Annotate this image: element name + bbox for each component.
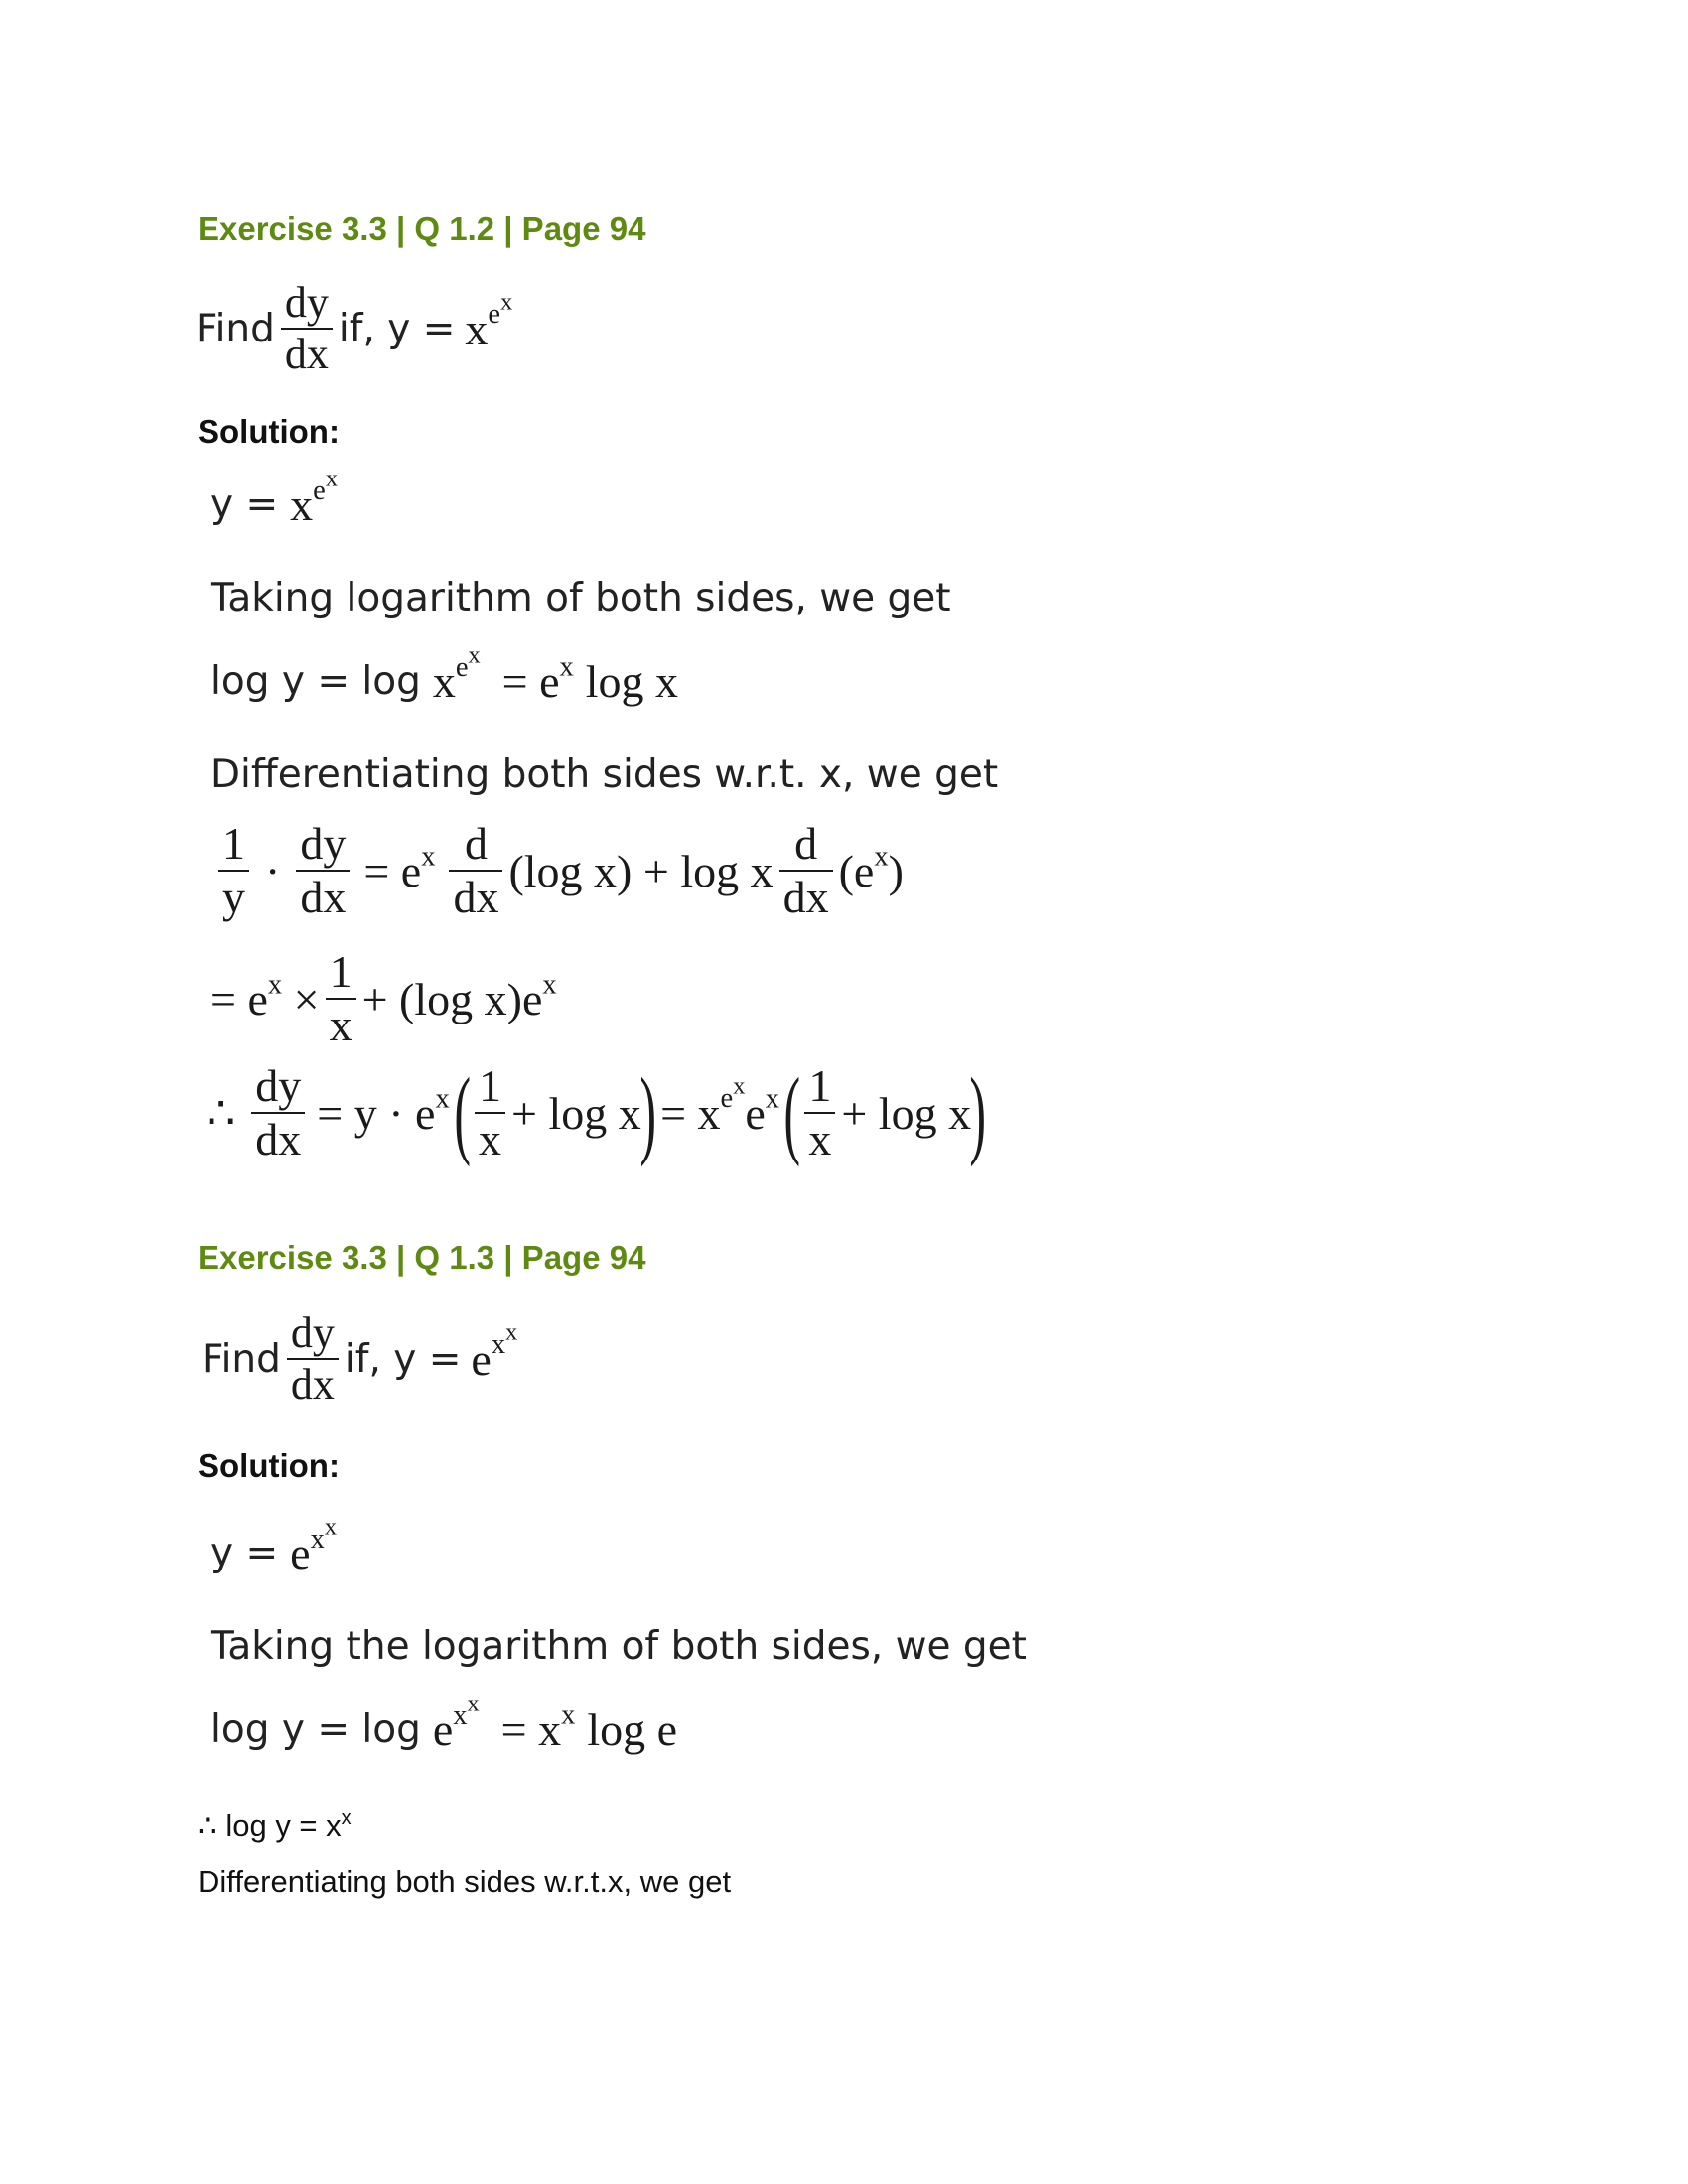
solution-label: Solution: [198,1447,340,1484]
question-heading: Exercise 3.3 | Q 1.3 | Page 94 [198,1239,646,1276]
derivative-fraction [281,280,333,377]
solution-step-1: y = $e^{x^x}$ [211,1513,337,1578]
function-expression: $e^{x^x}$ [471,1318,518,1385]
solution-step-3: log y = log $e^{x^x}$ = $x^x$ log e [211,1690,678,1755]
find-label: Find [202,1336,281,1382]
fraction-numerator: dy [284,278,329,327]
fraction-denominator: dx [287,1358,339,1408]
simplified-derivative: = $e^x$ × $\frac{1}{x}$ + (log $x)e^x$ [211,946,557,1051]
fraction-numerator: dy [290,1308,335,1357]
solution-step-4: Differentiating both sides w.r.t. x, we get [211,752,999,797]
solution-step-2: Taking logarithm of both sides, we get [211,576,951,620]
question-statement [196,280,512,377]
final-derivative: ∴ $\frac{dy}{dx}$ = $y \cdot e^x$ ( $\frac{1}{x}$ + log x ) = $x^{e^x}e^x$ ( $\frac{1}{x}$ + log x ) [207,1057,987,1168]
question-heading: Exercise 3.3 | Q 1.2 | Page 94 [198,210,646,247]
differentiation-equation: $\frac{1}{y}$ · $\frac{dy}{dx}$ = $e^x$ $\frac{d}{dx}$ (log x) + log x $\frac{d}{dx}$ $(e^x)$ [212,820,904,922]
solution-step-2: Taking the logarithm of both sides, we get [211,1624,1027,1669]
solution-step-4: ∴ $\log y = x^x$ [198,1807,352,1843]
if-label: if, y = [338,306,456,351]
solution-label: Solution: [198,413,340,450]
find-label: Find [196,306,275,351]
if-label: if, y = [344,1336,462,1382]
solution-step-1: y = $x^{e^x}$ [211,465,338,530]
function-expression: $x^{e^x}$ [465,288,513,354]
fraction-denominator: dx [281,328,333,377]
solution-step-3: log y = log $x^{e^x}$ = $e^x$ log x [211,641,679,707]
solution-step-5: Differentiating both sides w.r.t.x, we get [198,1864,732,1899]
derivative-fraction [287,1310,339,1408]
question-statement [202,1310,517,1408]
